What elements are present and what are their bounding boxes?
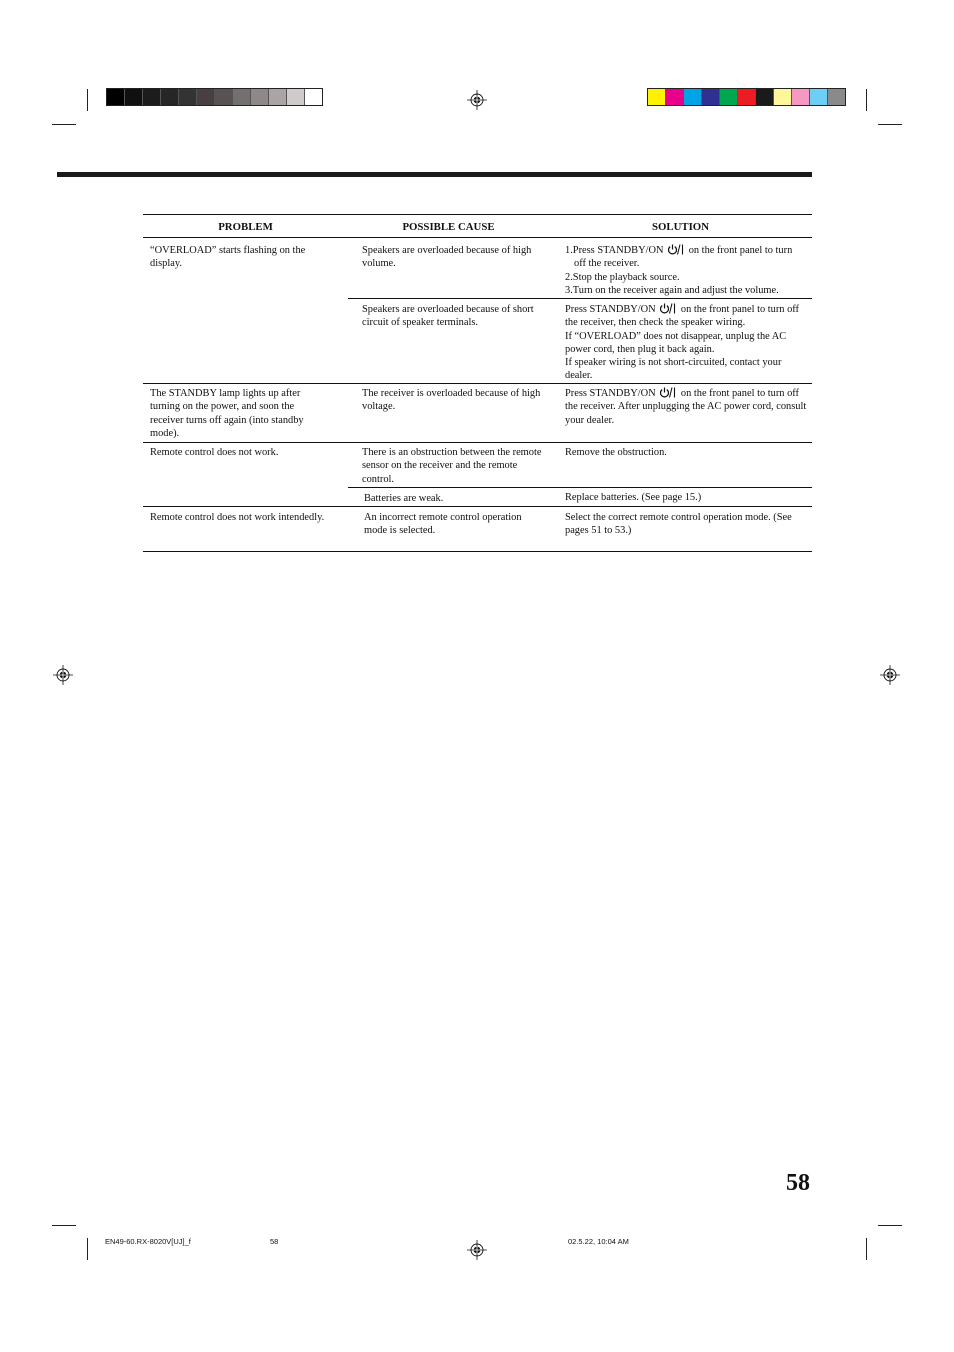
color-swatch [756,89,774,105]
cause-high-voltage: The receiver is overloaded because of high voltage. [362,388,541,413]
color-swatch [233,89,251,105]
header-solution: SOLUTION [652,221,709,233]
color-swatch [179,89,197,105]
solution-batteries: Replace batteries. (See page 15.) [565,492,702,503]
color-swatch [125,89,143,105]
crop-mark [52,124,76,125]
solution-short-circuit: Press STANDBY/ON on the front panel to turn off the receiver, then check the speaker wiring. If “OVERLOAD” does not disappear, unplug the AC power cord, then plug it back again. If speaker wiring is not short-circuited, contact your dealer. [565,304,800,382]
table-bottom-rule [143,551,812,552]
row-divider [143,442,812,443]
color-swatch [269,89,287,105]
color-swatch [828,89,845,105]
solution-high-volume [565,244,805,297]
solution-high-voltage: Press STANDBY/ON on the front panel to turn off the receiver. After unplugging the AC power cord, consult your dealer. [565,388,807,426]
cause-wrong-mode: An incorrect remote control operation mode is selected. [364,512,522,537]
footer-datetime: 02.5.22, 10:04 AM [568,1237,629,1246]
color-swatch [684,89,702,105]
color-swatch [215,89,233,105]
color-swatch [287,89,305,105]
row-divider [143,506,812,507]
cause-high-volume: Speakers are overloaded because of high volume. [362,245,532,270]
problem-remote-not-work: Remote control does not work. [150,447,279,458]
problem-overload: “OVERLOAD” starts flashing on the display. [150,245,306,270]
standby-power-icon [659,303,677,314]
color-swatch [305,89,322,105]
gray-color-bar [106,88,323,106]
table-header [143,214,812,238]
registration-mark-icon [467,1240,487,1260]
crop-mark [878,1225,902,1226]
color-swatch [648,89,666,105]
cause-short-circuit: Speakers are overloaded because of short circuit of speaker terminals. [362,304,534,329]
problem-remote-intendedly: Remote control does not work intendedly. [150,512,325,523]
crop-mark [52,1225,76,1226]
crop-mark [866,89,867,111]
standby-power-icon [667,244,685,255]
color-swatch [738,89,756,105]
cause-obstruction: There is an obstruction between the remote sensor on the receiver and the remote control. [362,447,542,485]
solution-obstruction: Remove the obstruction. [565,447,667,458]
color-swatch [143,89,161,105]
color-swatch [161,89,179,105]
crop-mark [87,1238,88,1260]
row-divider [348,487,812,488]
header-problem: PROBLEM [218,221,273,233]
footer-page: 58 [270,1237,279,1246]
cause-batteries: Batteries are weak. [364,493,444,504]
page-number: 58 [786,1170,810,1196]
standby-power-icon [659,387,677,398]
header-rule [57,172,812,177]
registration-mark-icon [53,665,73,685]
row-divider [348,298,812,299]
color-swatch [810,89,828,105]
color-swatch [792,89,810,105]
registration-mark-icon [467,90,487,110]
list-item: 3.Turn on the receiver again and adjust the volume. [565,284,779,296]
color-swatch [666,89,684,105]
crop-mark [866,1238,867,1260]
color-swatch [720,89,738,105]
registration-mark-icon [880,665,900,685]
footer-filename: EN49-60.RX-8020V[UJ]_f [105,1237,191,1246]
color-swatch [251,89,269,105]
color-swatch [197,89,215,105]
color-swatch [107,89,125,105]
list-item: 1.Press STANDBY/ON on the front panel to turn off the receiver. [565,245,793,270]
crop-mark [878,124,902,125]
row-divider [143,383,812,384]
header-cause: POSSIBLE CAUSE [402,221,495,233]
color-swatch [702,89,720,105]
solution-wrong-mode: Select the correct remote control operation mode. (See pages 51 to 53.) [565,512,792,537]
process-color-bar [647,88,846,106]
list-item: 2.Stop the playback source. [565,271,680,283]
color-swatch [774,89,792,105]
crop-mark [87,89,88,111]
problem-standby-lamp: The STANDBY lamp lights up after turning on the power, and soon the receiver turns off again (into standby mode). [150,388,304,439]
